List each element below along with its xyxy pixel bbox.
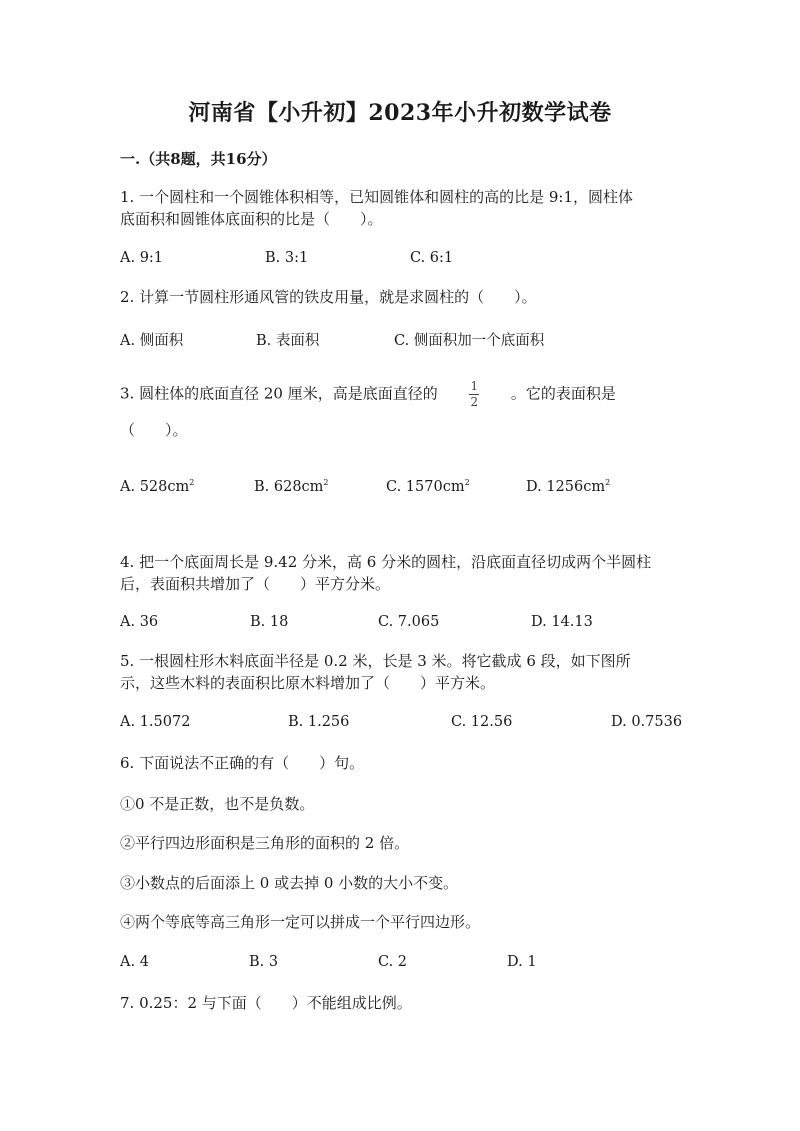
fraction-one-half [469, 380, 479, 409]
question-6: 6. 下面说法不正确的有（ ）句。 [120, 754, 365, 772]
question-1 [120, 186, 633, 230]
q3-option-b[interactable]: B. $628cm^2$ [254, 478, 329, 495]
question-3-line-1 [120, 380, 616, 409]
question-3-text-a: 3. 圆柱体的底面直径 20 厘米，高是底面直径的 [120, 384, 438, 403]
q4-option-b[interactable]: B. 18 [250, 614, 289, 630]
q3-option-c[interactable]: C. $1570cm^2$ [386, 478, 470, 495]
question-5-line-1: 5. 一根圆柱形木料底面半径是 0.2 米，长是 3 米。将它截成 6 段，如下图所 [120, 652, 631, 670]
q6-option-c[interactable]: C. 2 [378, 954, 408, 970]
q1-option-c[interactable]: C. 6:1 [410, 250, 454, 266]
q1-option-a[interactable]: A. 9:1 [120, 250, 164, 266]
question-7: 7. 0.25：2 与下面（ ）不能组成比例。 [120, 994, 412, 1012]
q6-statement-2: ②平行四边形面积是三角形的面积的 2 倍。 [120, 834, 410, 852]
q5-option-a[interactable]: A. 1.5072 [120, 714, 191, 730]
question-1-line-2: 底面积和圆锥体底面积的比是（ ）。 [120, 210, 383, 228]
fraction-denominator: 2 [470, 395, 479, 409]
q4-option-a[interactable]: A. 36 [120, 614, 159, 630]
q1-option-b[interactable]: B. 3:1 [265, 250, 309, 266]
q2-option-a[interactable]: A. 侧面积 [120, 333, 184, 349]
q5-option-b[interactable]: B. 1.256 [288, 714, 350, 730]
q6-statement-3: ③小数点的后面添上 0 或去掉 0 小数的大小不变。 [120, 874, 459, 892]
q5-option-d[interactable]: D. 0.7536 [611, 714, 683, 730]
q3-option-d[interactable]: D. $1256cm^2$ [526, 478, 611, 495]
q3-option-a[interactable]: A. $528cm^2$ [120, 478, 195, 495]
question-2: 2. 计算一节圆柱形通风管的铁皮用量，就是求圆柱的（ ）。 [120, 288, 537, 306]
question-3-text-b: 。它的表面积是 [510, 384, 616, 403]
question-4-line-1: 4. 把一个底面周长是 9.42 分米，高 6 分米的圆柱，沿底面直径切成两个半圆柱 [120, 553, 652, 571]
q2-option-c[interactable]: C. 侧面积加一个底面积 [394, 333, 545, 349]
q5-option-c[interactable]: C. 12.56 [451, 714, 513, 730]
question-1-line-1: 1. 一个圆柱和一个圆锥体积相等，已知圆锥体和圆柱的高的比是 9:1，圆柱体 [120, 188, 633, 206]
q4-option-d[interactable]: D. 14.13 [531, 614, 593, 630]
section-heading: 一.（共8题，共16分） [120, 150, 277, 168]
question-3-line-2: （ ）。 [120, 421, 188, 439]
question-5-line-2: 示，这些木料的表面积比原木料增加了（ ）平方米。 [120, 674, 496, 692]
question-4 [120, 551, 651, 595]
q6-statement-1: ①0 不是正数，也不是负数。 [120, 795, 315, 813]
q2-option-b[interactable]: B. 表面积 [256, 333, 320, 349]
q6-option-d[interactable]: D. 1 [507, 954, 537, 970]
q6-option-b[interactable]: B. 3 [249, 954, 279, 970]
question-5 [120, 650, 631, 694]
fraction-numerator: 1 [470, 379, 479, 393]
question-4-line-2: 后，表面积共增加了（ ）平方分米。 [120, 575, 391, 593]
q6-statement-4: ④两个等底等高三角形一定可以拼成一个平行四边形。 [120, 913, 481, 931]
q6-option-a[interactable]: A. 4 [120, 954, 149, 970]
page-title: 河南省【小升初】2023年小升初数学试卷 [188, 100, 612, 126]
q4-option-c[interactable]: C. 7.065 [378, 614, 440, 630]
